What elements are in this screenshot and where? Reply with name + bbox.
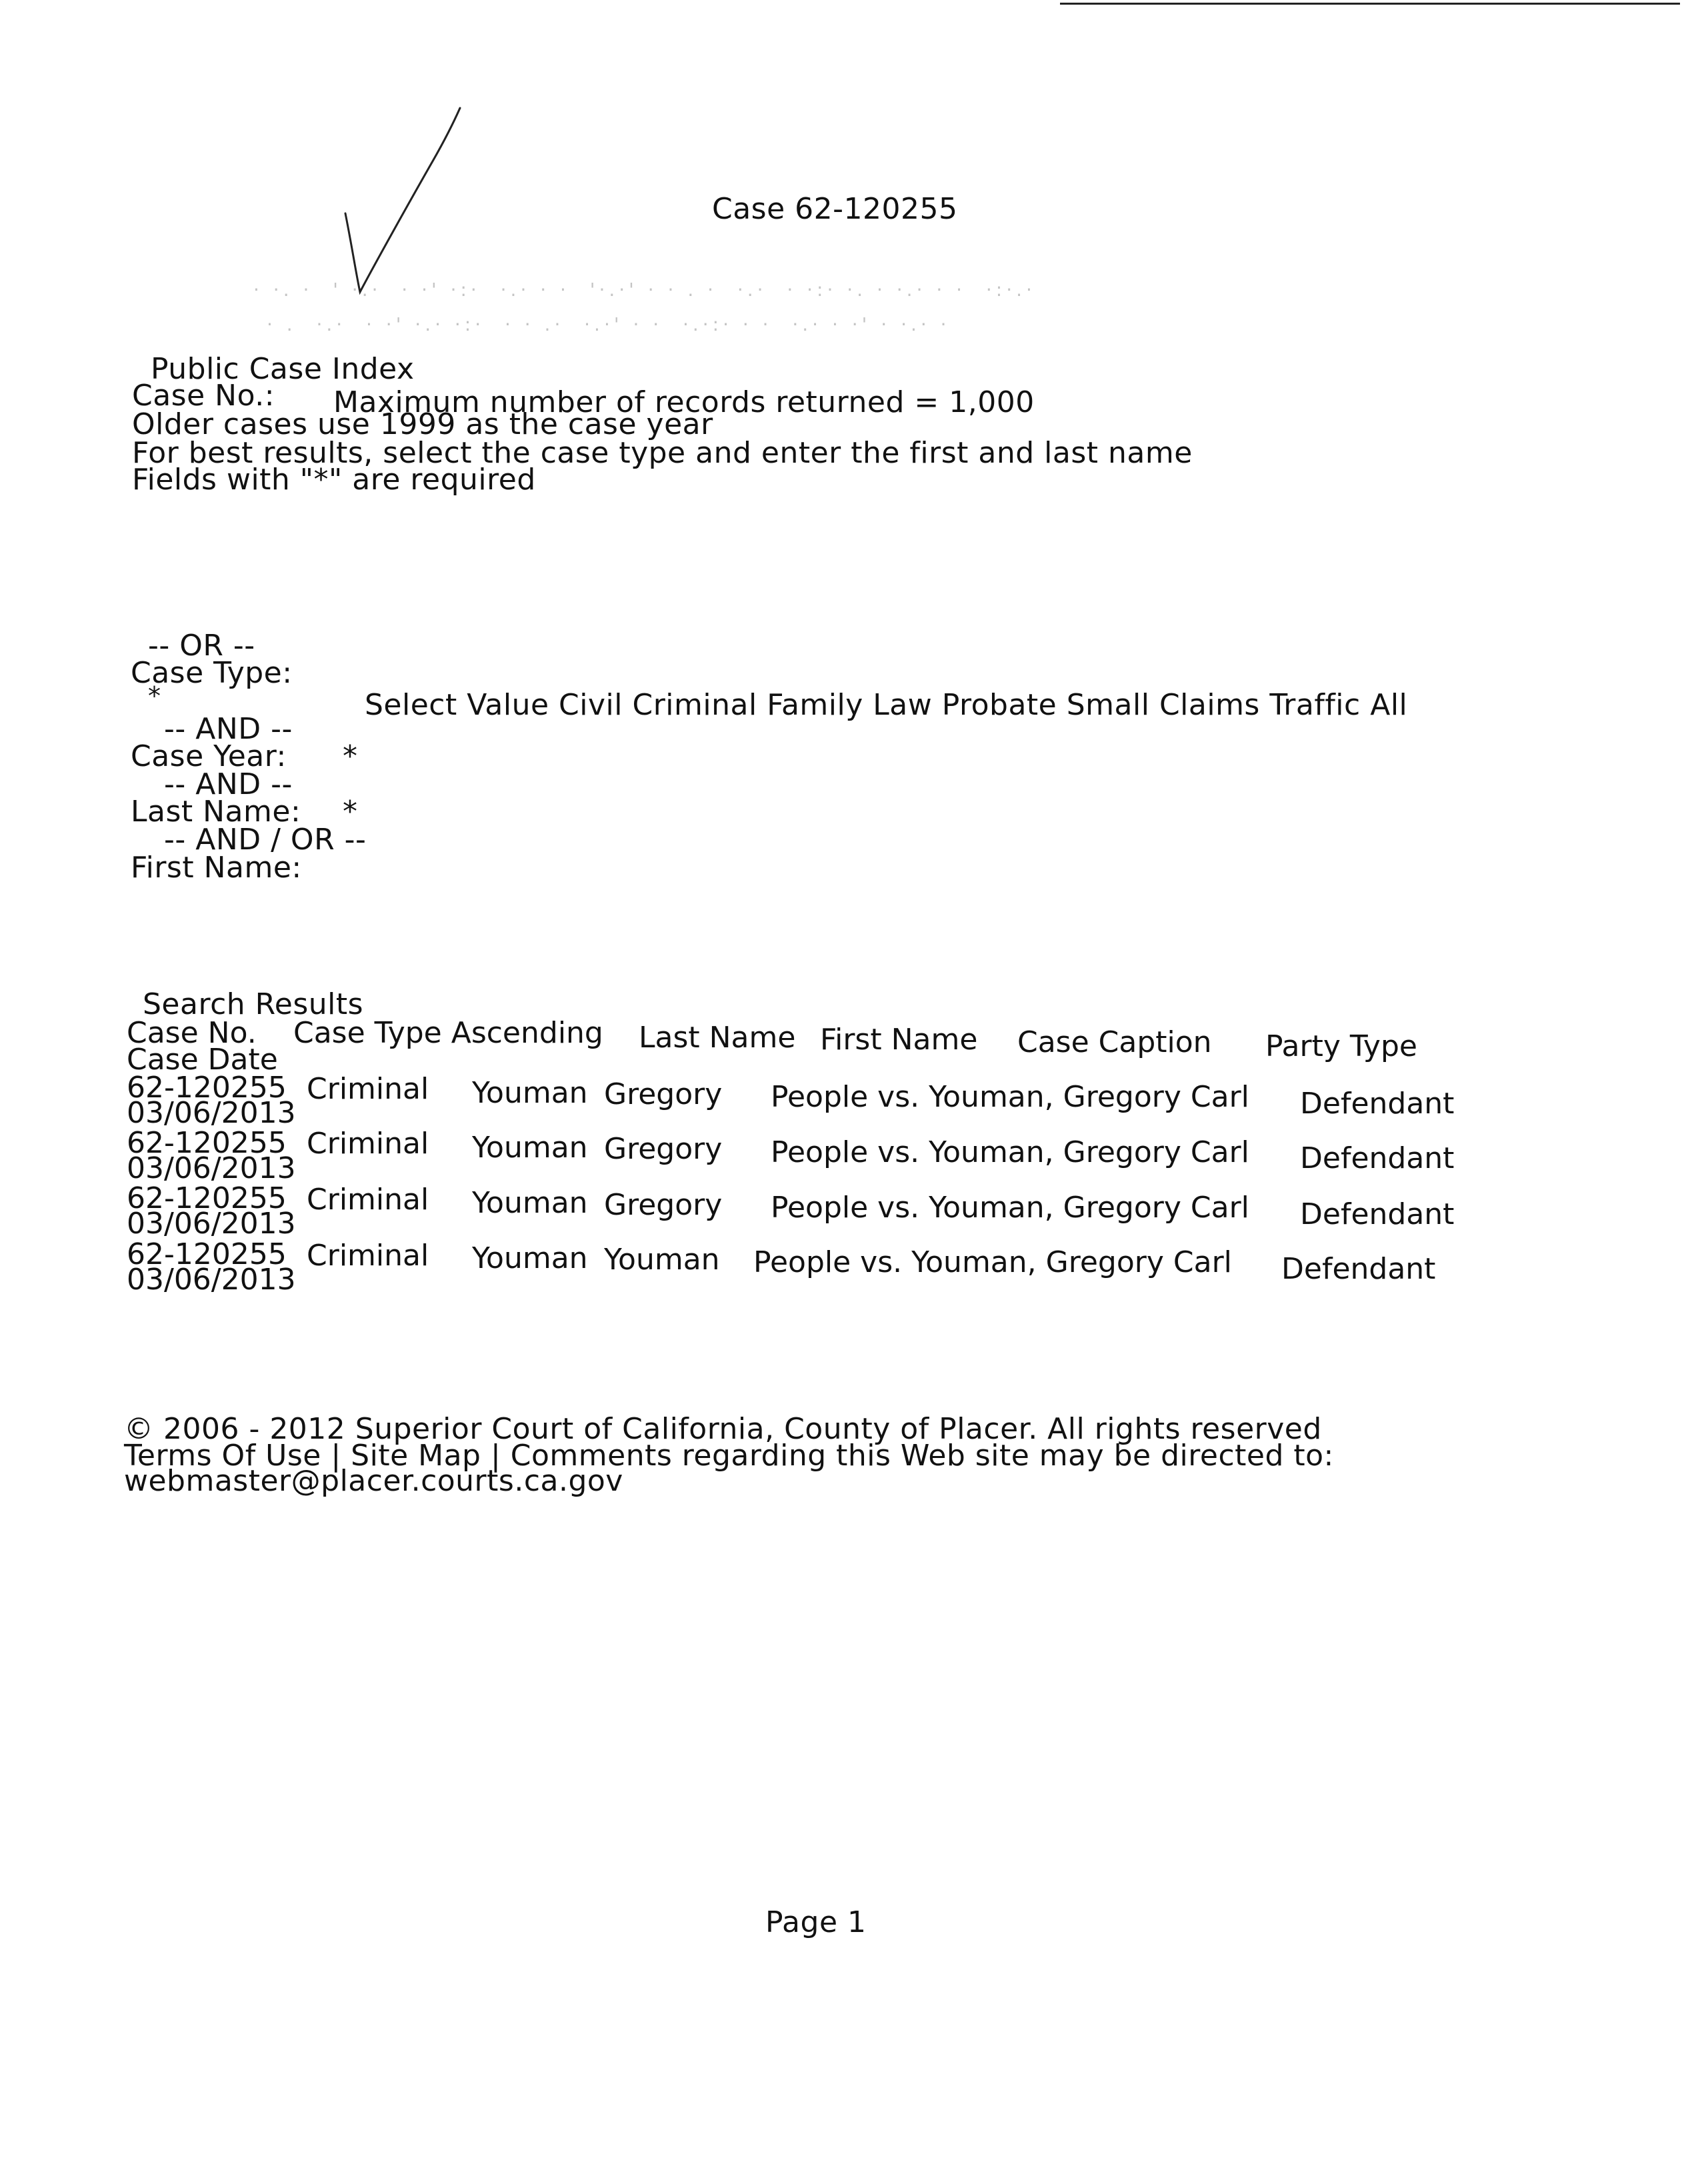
cell-case-date: 03/06/2013 xyxy=(127,1096,296,1130)
cell-case-date: 03/06/2013 xyxy=(127,1207,296,1241)
column-header-last-name[interactable]: Last Name xyxy=(639,1021,796,1055)
option-criminal[interactable]: Criminal xyxy=(632,688,757,722)
cell-case-caption: People vs. Youman, Gregory Carl xyxy=(753,1245,1232,1279)
cell-case-type: Criminal xyxy=(307,1072,429,1106)
case-type-required-star: * xyxy=(148,681,161,711)
cell-case-date: 03/06/2013 xyxy=(127,1151,296,1185)
option-small-claims[interactable]: Small Claims xyxy=(1066,688,1260,722)
cell-case-caption: People vs. Youman, Gregory Carl xyxy=(771,1191,1249,1225)
option-select-value[interactable]: Select Value xyxy=(364,688,549,722)
footer-copyright: © 2006 - 2012 Superior Court of California, County of Placer. All rights reserved xyxy=(124,1412,1322,1446)
footer-email-link[interactable]: webmaster@placer.courts.ca.gov xyxy=(124,1464,623,1498)
footer-links[interactable]: Terms Of Use | Site Map | Comments regarding this Web site may be directed to: xyxy=(124,1439,1334,1473)
case-type-options[interactable] xyxy=(345,661,1407,720)
column-header-case-date: Case Date xyxy=(127,1043,278,1077)
cell-first-name: Gregory xyxy=(604,1132,723,1166)
cell-party-type: Defendant xyxy=(1281,1252,1436,1286)
column-header-case-type[interactable]: Case Type Ascending xyxy=(293,1016,603,1050)
and-separator: -- AND -- xyxy=(164,712,293,746)
scan-noise: · ·. · ' ·.· · ·' ·:· ·.· · · '·.·' · · . · ·.· · ·:· ·. · ·.· · · ·:·.· xyxy=(253,279,1036,301)
and-separator: -- AND -- xyxy=(164,767,293,801)
best-results-note: For best results, select the case type and enter the first and last name xyxy=(132,436,1193,470)
cell-last-name: Youman xyxy=(472,1186,588,1220)
max-records-note: Maximum number of records returned = 1,000 xyxy=(333,385,1035,419)
results-heading: Search Results xyxy=(143,987,364,1021)
cell-last-name: Youman xyxy=(472,1241,588,1275)
last-name-label: Last Name: xyxy=(131,795,301,829)
cell-party-type: Defendant xyxy=(1300,1197,1455,1231)
cell-first-name: Gregory xyxy=(604,1077,723,1111)
case-no-label: Case No.: xyxy=(132,379,275,413)
cell-case-no[interactable]: 62-120255 xyxy=(127,1126,287,1160)
scan-noise: · . ·.· · ·' ·.· ·:· · · .· ·.·' · · ·.·:· · · ·.· · ·' · ·.· · xyxy=(267,313,951,335)
option-probate[interactable]: Probate xyxy=(941,688,1057,722)
last-name-required-star: * xyxy=(343,795,358,829)
case-year-label: Case Year: xyxy=(131,739,287,773)
cell-last-name: Youman xyxy=(472,1076,588,1110)
cell-case-no[interactable]: 62-120255 xyxy=(127,1181,287,1215)
column-header-first-name[interactable]: First Name xyxy=(820,1023,978,1057)
cell-case-caption: People vs. Youman, Gregory Carl xyxy=(771,1135,1249,1169)
option-family-law[interactable]: Family Law xyxy=(767,688,933,722)
cell-case-caption: People vs. Youman, Gregory Carl xyxy=(771,1080,1249,1114)
cell-party-type: Defendant xyxy=(1300,1087,1455,1121)
option-civil[interactable]: Civil xyxy=(559,688,623,722)
case-year-required-star: * xyxy=(343,739,358,773)
option-all[interactable]: All xyxy=(1370,688,1408,722)
page-number: Page 1 xyxy=(765,1905,867,1939)
cell-last-name: Youman xyxy=(472,1131,588,1165)
cell-case-no[interactable]: 62-120255 xyxy=(127,1237,287,1271)
case-type-label: Case Type: xyxy=(131,656,293,690)
column-header-case-caption[interactable]: Case Caption xyxy=(1017,1025,1212,1059)
page-title: Case 62-120255 xyxy=(712,192,958,226)
top-rule xyxy=(1060,3,1680,5)
first-name-label: First Name: xyxy=(131,851,302,885)
cell-case-type: Criminal xyxy=(307,1127,429,1161)
handwritten-check-mark xyxy=(333,107,480,307)
and-or-separator: -- AND / OR -- xyxy=(164,823,367,857)
older-cases-note: Older cases use 1999 as the case year xyxy=(132,407,713,441)
cell-first-name: Youman xyxy=(604,1243,720,1277)
cell-first-name: Gregory xyxy=(604,1188,723,1222)
cell-case-type: Criminal xyxy=(307,1239,429,1273)
option-traffic[interactable]: Traffic xyxy=(1269,688,1361,722)
cell-case-type: Criminal xyxy=(307,1183,429,1217)
column-header-party-type[interactable]: Party Type xyxy=(1265,1029,1417,1063)
cell-party-type: Defendant xyxy=(1300,1141,1455,1175)
required-note: Fields with "*" are required xyxy=(132,463,536,497)
index-heading: Public Case Index xyxy=(151,352,415,386)
or-separator: -- OR -- xyxy=(148,629,255,663)
column-header-case-no: Case No. xyxy=(127,1016,257,1050)
cell-case-date: 03/06/2013 xyxy=(127,1263,296,1297)
cell-case-no[interactable]: 62-120255 xyxy=(127,1071,287,1105)
